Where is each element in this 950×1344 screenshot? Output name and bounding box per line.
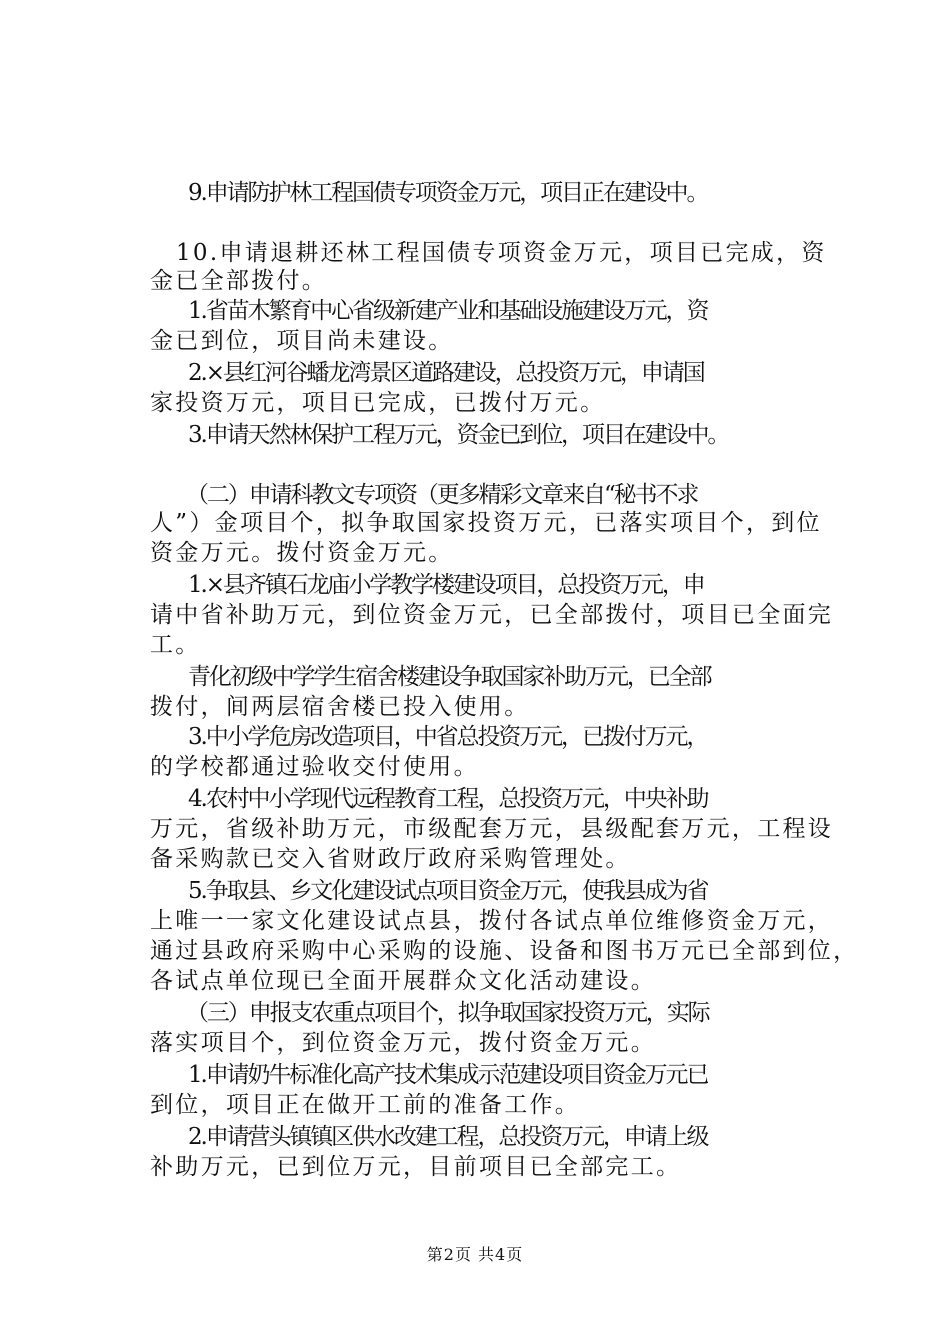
paragraph-line: 人”）金项目个，拟争取国家投资万元，已落实项目个，到位 (150, 510, 822, 536)
paragraph-line: 3.中小学危房改造项目，中省总投资万元，已拨付万元， (188, 724, 708, 750)
paragraph-line: 通过县政府采购中心采购的设施、设备和图书万元已全部到位， (150, 938, 859, 964)
paragraph-line: 请中省补助万元，到位资金万元，已全部拨付，项目已全面完 (150, 602, 834, 628)
paragraph-line: （三）申报支农重点项目个，拟争取国家投资万元，实际 (186, 1000, 709, 1026)
paragraph-line: 青化初级中学学生宿舍楼建设争取国家补助万元，已全部 (188, 664, 711, 690)
page-number-footer: 第2页 共4页 (426, 1245, 524, 1264)
paragraph-line: 上唯一一家文化建设试点县，拨付各试点单位维修资金万元， (150, 908, 834, 934)
paragraph-line: 拨付，间两层宿舍楼已投入使用。 (150, 694, 530, 720)
paragraph-line: 1.×县齐镇石龙庙小学教学楼建设项目，总投资万元，申 (188, 572, 704, 598)
paragraph-line: 万元，省级补助万元，市级配套万元，县级配套万元，工程设 (150, 816, 834, 842)
paragraph-line: 金已到位，项目尚未建设。 (150, 328, 454, 354)
paragraph-line: 10.申请退耕还林工程国债专项资金万元，项目已完成，资 (176, 240, 827, 266)
paragraph-line: 落实项目个，到位资金万元，拨付资金万元。 (150, 1030, 656, 1056)
paragraph-line: 5.争取县、乡文化建设试点项目资金万元，使我县成为省 (188, 878, 708, 904)
paragraph-line: 各试点单位现已全面开展群众文化活动建设。 (150, 968, 656, 994)
paragraph-line: 3.申请天然林保护工程万元，资金已到位，项目在建设中。 (188, 422, 729, 448)
paragraph-line: 到位，项目正在做开工前的准备工作。 (150, 1092, 581, 1118)
paragraph-line: 2.×县红河谷蟠龙湾景区道路建设，总投资万元，申请国 (188, 360, 704, 386)
paragraph-line: 工。 (150, 632, 201, 658)
paragraph-line: 1.省苗木繁育中心省级新建产业和基础设施建设万元，资 (188, 298, 708, 324)
paragraph-line: 4.农村中小学现代远程教育工程，总投资万元，中央补助 (188, 786, 708, 812)
paragraph-line: 9.申请防护林工程国债专项资金万元，项目正在建设中。 (188, 180, 708, 206)
paragraph-line: 金已全部拨付。 (150, 268, 328, 294)
paragraph-line: （二）申请科教文专项资（更多精彩文章来自“秘书不求 (186, 482, 698, 508)
paragraph-line: 备采购款已交入省财政厅政府采购管理处。 (150, 846, 631, 872)
paragraph-line: 家投资万元，项目已完成，已拨付万元。 (150, 390, 606, 416)
paragraph-line: 2.申请营头镇镇区供水改建工程，总投资万元，申请上级 (188, 1124, 708, 1150)
paragraph-line: 资金万元。拨付资金万元。 (150, 540, 454, 566)
paragraph-line: 补助万元，已到位万元，目前项目已全部完工。 (150, 1154, 682, 1180)
paragraph-line: 1.申请奶牛标准化高产技术集成示范建设项目资金万元已 (188, 1062, 708, 1088)
paragraph-line: 的学校都通过验收交付使用。 (150, 754, 479, 780)
